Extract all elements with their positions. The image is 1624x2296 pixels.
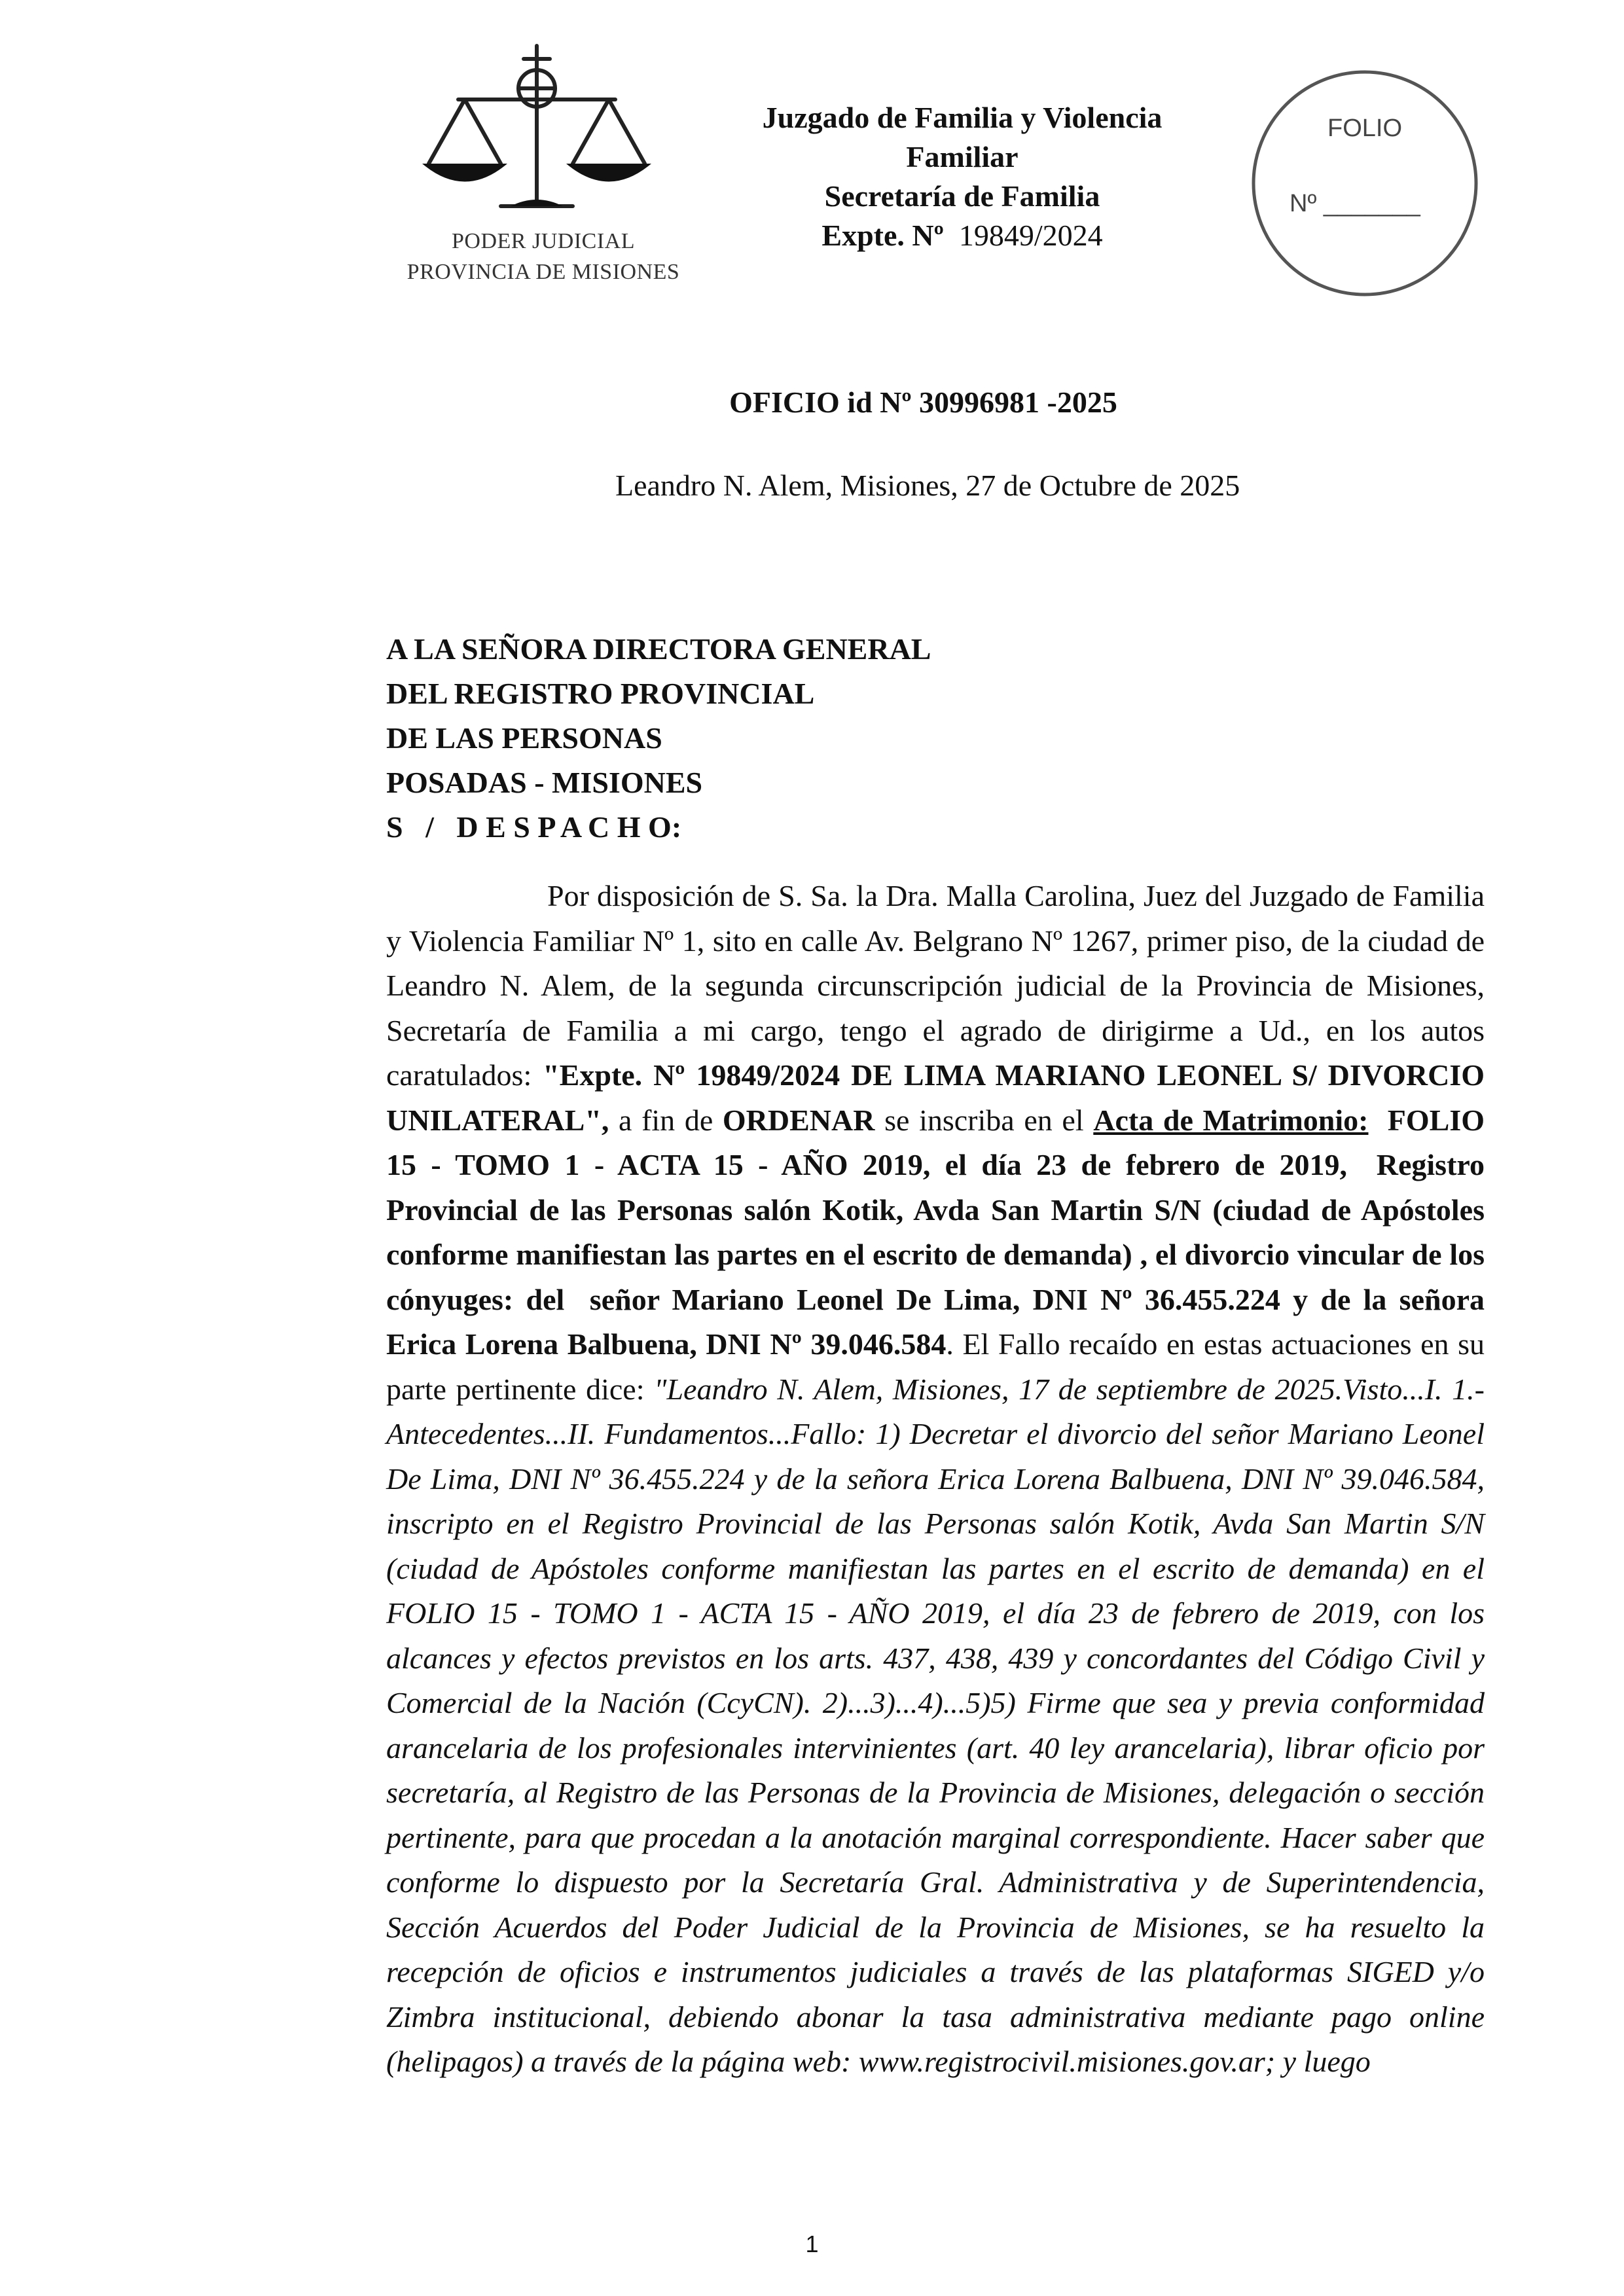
body-text-fragment: a fin de <box>609 1103 723 1137</box>
logo-text-line2: PROVINCIA DE MISIONES <box>406 260 680 284</box>
court-header <box>668 98 1257 255</box>
court-name-line2: Familiar <box>906 140 1019 173</box>
acta-de-matrimonio: Acta de Matrimonio: <box>1093 1103 1369 1137</box>
body-text-fragment: . El Fallo recaído en estas actuaciones en su parte pertinente dice: <box>386 1327 1485 1406</box>
secretaria-name: Secretaría de Familia <box>824 179 1100 213</box>
body-paragraph <box>386 874 1492 2085</box>
stamp-circle-icon <box>1247 65 1483 301</box>
acta-detail: FOLIO 15 - TOMO 1 - ACTA 15 - AÑO 2019, el día 23 de febrero de 2019, Registro Provincial de las Personas salón Kotik, Avda San Martin S/N (ciudad de Apóstoles conforme manifiestan las partes en el escrito de demanda) , el divorcio vincular de los cónyuges: del señor Mariano Leonel De Lima, DNI Nº 36.455.224 y de la señora Erica Lorena Balbuena, DNI Nº 39.046.584 <box>386 1103 1492 1361</box>
expte-line <box>668 216 1257 255</box>
recipient-line: POSADAS - MISIONES <box>386 766 703 799</box>
recipient-block <box>386 627 931 850</box>
folio-label: FOLIO <box>1327 115 1403 142</box>
oficio-id: OFICIO id Nº 30996981 -2025 <box>729 386 1117 419</box>
body-intro: Por disposición de S. Sa. la Dra. Malla Carolina, Juez del Juzgado de Familia y Violencia Familiar Nº 1, sito en calle Av. Belgrano Nº 1267, primer piso, de la ciudad de Leandro N. Alem, de la segunda circunscripción judicial de la Provincia de Misiones, Secretaría de Familia a mi cargo, tengo el agrado de dirigirme a Ud., en los autos caratulados: <box>386 879 1485 1092</box>
logo-text-line1: PODER JUDICIAL <box>452 229 635 253</box>
recipient-line: A LA SEÑORA DIRECTORA GENERAL <box>386 632 931 666</box>
scales-of-justice-icon <box>403 39 684 229</box>
page-number: 1 <box>805 2231 819 2257</box>
expte-number: 19849/2024 <box>958 219 1103 252</box>
poder-judicial-logo <box>403 39 684 298</box>
fallo-quote: "Leandro N. Alem, Misiones, 17 de septiembre de 2025.Visto...I. 1.- Antecedentes...II. Fundamentos...Fallo: 1) Decretar el divorcio del señor Mariano Leonel De Lima, DNI Nº 36.455.224 y de la señora Erica Lorena Balbuena, DNI Nº 39.046.584, inscripto en el Registro Provincial de las Personas salón Kotik, Avda San Martin S/N (ciudad de Apóstoles conforme manifiestan las partes en el escrito de demanda) en el FOLIO 15 - TOMO 1 - ACTA 15 - AÑO 2019, el día 23 de febrero de 2019, con los alcances y efectos previstos en los arts. 437, 438, 439 y concordantes del Código Civil y Comercial de la Nación (CcyCN). 2)...3)...4)...5)5) Firme que sea y previa conformidad arancelaria de los profesionales intervinientes (art. 40 ley arancelaria), librar oficio por secretaría, al Registro de las Personas de la Provincia de Misiones, delegación o sección pertinente, para que procedan a la anotación marginal correspondiente. Hacer saber que conforme lo dispuesto por la Secretaría Gral. Administrativa y de Superintendencia, Sección Acuerdos del Poder Judicial de la Provincia de Misiones, se ha resuelto la recepción de oficios e instrumentos judiciales a través de las plataformas SIGED y/o Zimbra institucional, debiendo abonar la tasa administrativa mediante pago online (helipagos) a través de la página web: www.registrocivil.misiones.gov.ar; y luego <box>386 1372 1485 2078</box>
court-name-line1: Juzgado de Familia y Violencia <box>762 101 1163 134</box>
date-line: Leandro N. Alem, Misiones, 27 de Octubre de 2025 <box>615 469 1240 502</box>
caratula: "Expte. Nº 19849/2024 DE LIMA MARIANO LEONEL S/ DIVORCIO UNILATERAL", <box>386 1058 1485 1137</box>
recipient-line: DEL REGISTRO PROVINCIAL <box>386 677 815 710</box>
body-text-fragment: se inscriba en el <box>875 1103 1094 1137</box>
folio-number-line: Nº _______ <box>1290 190 1420 217</box>
recipient-line: DE LAS PERSONAS <box>386 721 662 755</box>
ordenar-word: ORDENAR <box>722 1103 875 1137</box>
expte-label: Expte. Nº <box>821 219 944 252</box>
recipient-line: S / D E S P A C H O: <box>386 810 682 844</box>
folio-stamp <box>1247 65 1483 301</box>
